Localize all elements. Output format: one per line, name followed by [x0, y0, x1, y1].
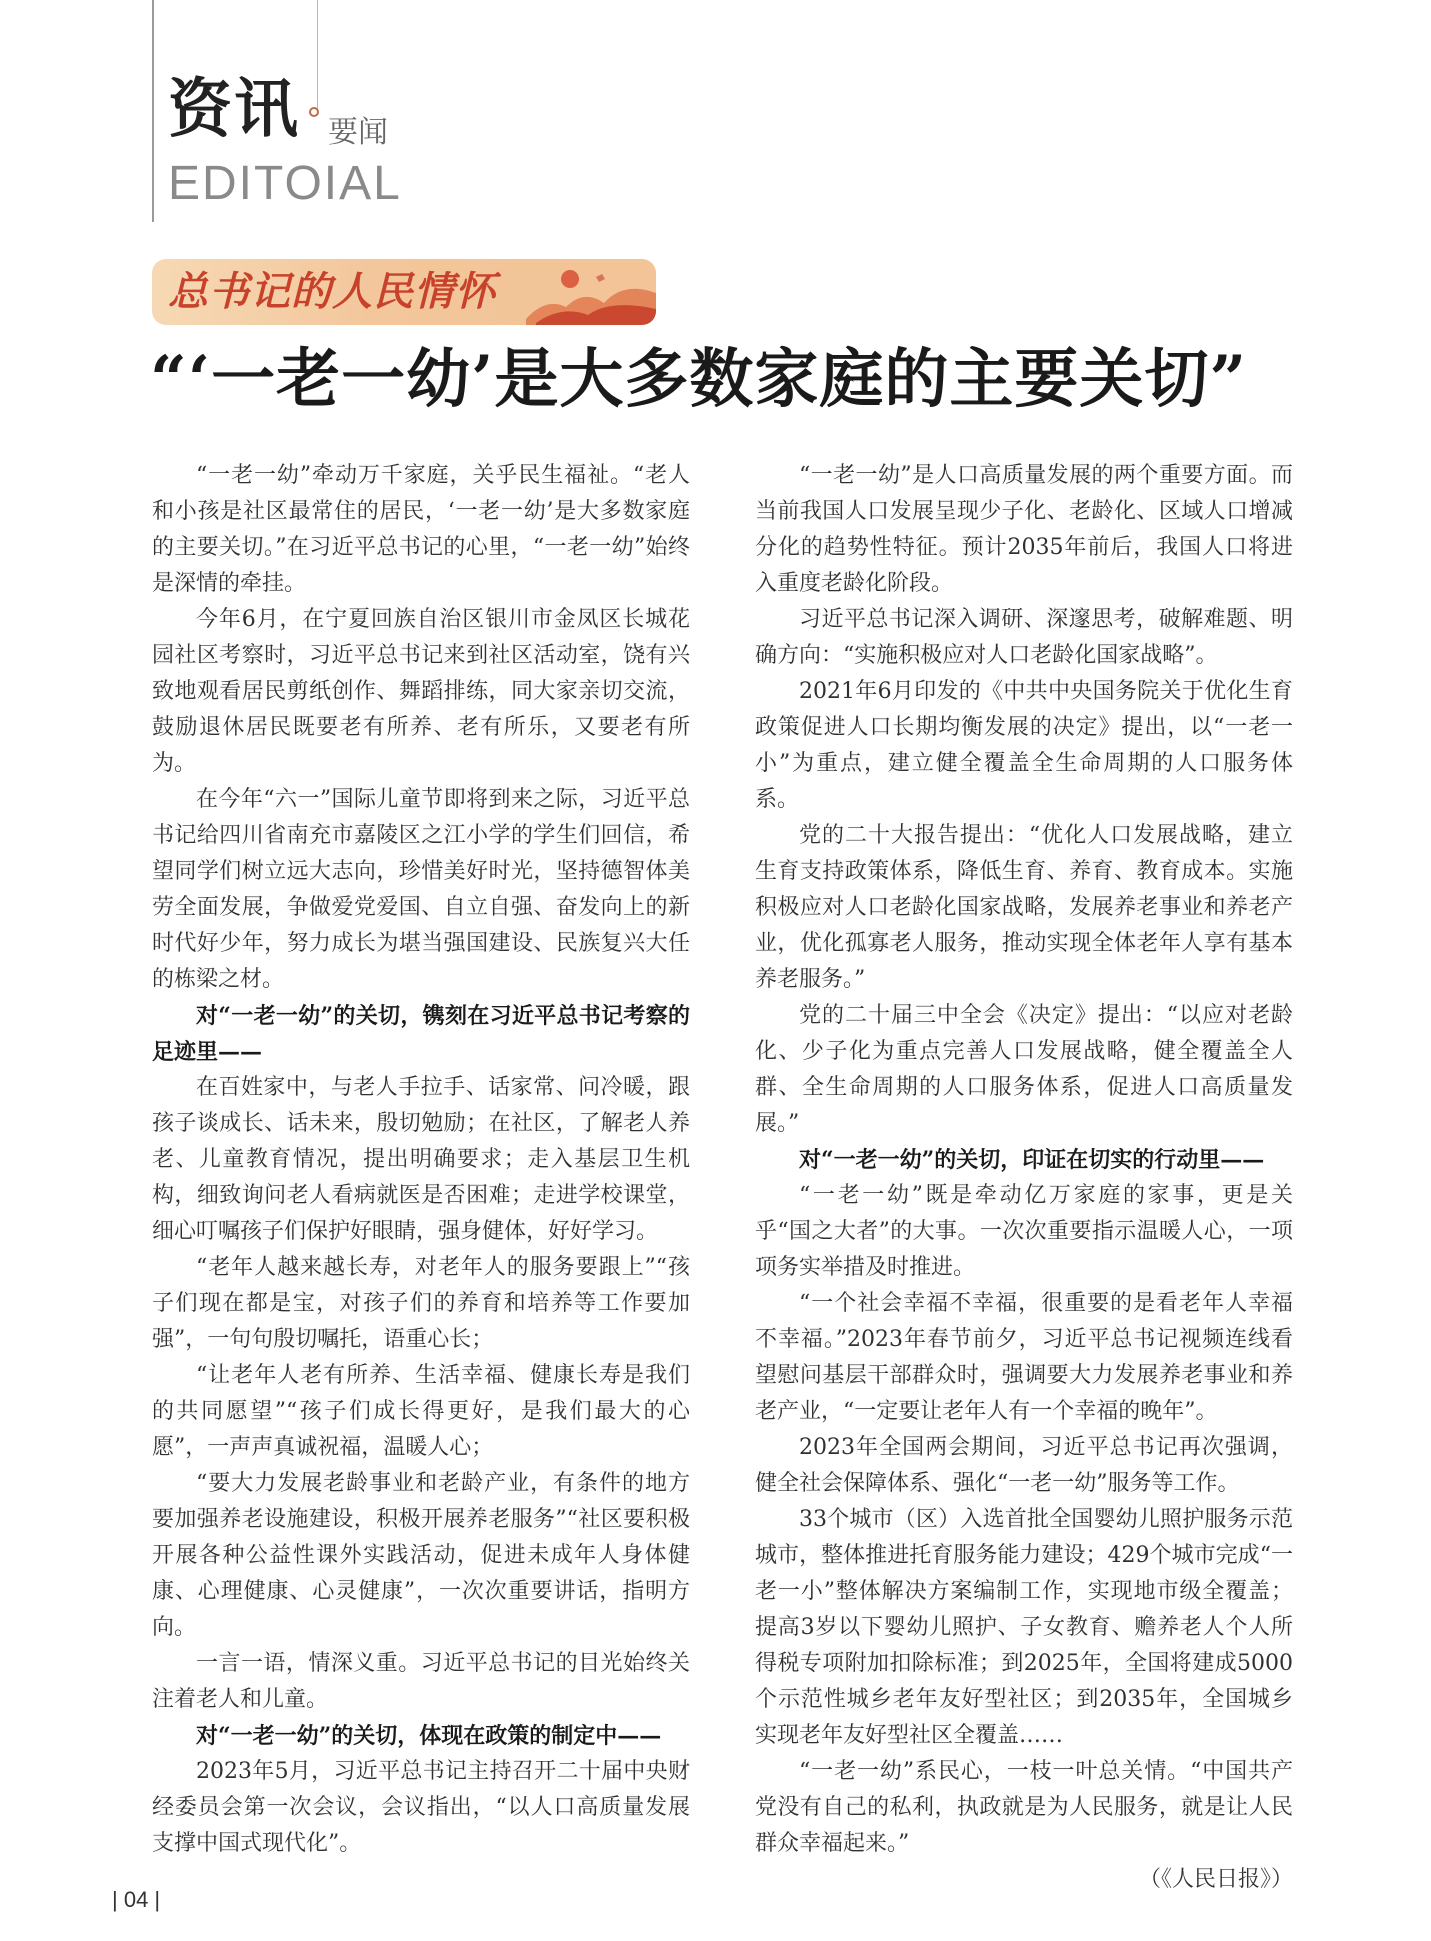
article-headline: “‘一老一幼’是大多数家庭的主要关切”	[150, 342, 1248, 417]
body-paragraph: “一老一幼”既是牵动亿万家庭的家事，更是关乎“国之大者”的大事。一次次重要指示温暖人心，一项项务实举措及时推进。	[755, 1183, 1293, 1280]
header-right-rule	[317, 0, 318, 112]
body-paragraph: “老年人越来越长寿，对老年人的服务要跟上”“孩子们现在都是宝，对孩子们的养育和培养等工作要加强”，一句句殷切嘱托，语重心长；	[152, 1255, 690, 1352]
body-paragraph: 党的二十大报告提出：“优化人口发展战略，建立生育支持政策体系，降低生育、养育、教育成本。实施积极应对人口老龄化国家战略，发展养老事业和养老产业，优化孤寡老人服务，推动实现全体老年人享有基本养老服务。”	[755, 823, 1293, 992]
section-english-title: EDITOIAL	[168, 157, 402, 210]
page-number: | 04 |	[112, 1887, 161, 1912]
body-paragraph: “要大力发展老龄事业和老龄产业，有条件的地方要加强养老设施建设，积极开展养老服务”“社区要积极开展各种公益性课外实践活动，促进未成年人身体健康、心理健康、心灵健康”，一次次重要讲话，指明方向。	[152, 1471, 690, 1640]
body-paragraph: 党的二十届三中全会《决定》提出：“以应对老龄化、少子化为重点完善人口发展战略，健全覆盖全人群、全生命周期的人口服务体系，促进人口高质量发展。”	[755, 1003, 1293, 1136]
header-dot-ornament	[309, 107, 319, 117]
body-paragraph: 在今年“六一”国际儿童节即将到来之际，习近平总书记给四川省南充市嘉陵区之江小学的学生们回信，希望同学们树立远大志向，珍惜美好时光，坚持德智体美劳全面发展，争做爱党爱国、自立自强、奋发向上的新时代好少年，努力成长为堪当强国建设、民族复兴大任的栋梁之材。	[152, 787, 690, 992]
body-paragraph: 2021年6月印发的《中共中央国务院关于优化生育政策促进人口长期均衡发展的决定》提出，以“一老一小”为重点，建立健全覆盖全生命周期的人口服务体系。	[755, 679, 1293, 812]
source-credit: （《人民日报》）	[1138, 1867, 1293, 1892]
body-paragraph: 2023年5月，习近平总书记主持召开二十届中央财经委员会第一次会议，会议指出，“以人口高质量发展支撑中国式现代化”。	[152, 1759, 690, 1856]
article-column-right	[755, 458, 1293, 1898]
section-subheading: 对“一老一幼”的关切，印证在切实的行动里——	[799, 1147, 1265, 1173]
body-paragraph: “让老年人老有所养、生活幸福、健康长寿是我们的共同愿望”“孩子们成长得更好，是我们最大的心愿”，一声声真诚祝福，温暖人心；	[152, 1363, 690, 1460]
banner-landscape-ornament	[526, 259, 656, 325]
article-column-left	[152, 458, 690, 1862]
section-subheading: 对“一老一幼”的关切，体现在政策的制定中——	[196, 1723, 662, 1749]
column-banner	[152, 259, 656, 325]
body-paragraph: 2023年全国两会期间，习近平总书记再次强调，健全社会保障体系、强化“一老一幼”服务等工作。	[755, 1435, 1293, 1496]
section-subtitle: 要闻	[328, 116, 388, 149]
header-left-rule	[152, 0, 154, 222]
section-subheading: 对“一老一幼”的关切，镌刻在习近平总书记考察的足迹里——	[152, 1003, 690, 1065]
body-paragraph: 在百姓家中，与老人手拉手、话家常、问冷暖，跟孩子谈成长、话未来，殷切勉励；在社区，了解老人养老、儿童教育情况，提出明确要求；走入基层卫生机构，细致询问老人看病就医是否困难；走进学校课堂，细心叮嘱孩子们保护好眼睛，强身健体，好好学习。	[152, 1075, 690, 1244]
body-paragraph: 33个城市（区）入选首批全国婴幼儿照护服务示范城市，整体推进托育服务能力建设；429个城市完成“一老一小”整体解决方案编制工作，实现地市级全覆盖；提高3岁以下婴幼儿照护、子女教育、赡养老人个人所得税专项附加扣除标准；到2025年，全国将建成5000个示范性城乡老年友好型社区；到2035年，全国城乡实现老年友好型社区全覆盖……	[755, 1507, 1293, 1748]
body-paragraph: “一个社会幸福不幸福，很重要的是看老年人幸福不幸福。”2023年春节前夕，习近平总书记视频连线看望慰问基层干部群众时，强调要大力发展养老事业和养老产业，“一定要让老年人有一个幸福的晚年”。	[755, 1291, 1293, 1424]
body-paragraph: “一老一幼”牵动万千家庭，关乎民生福祉。“老人和小孩是社区最常住的居民，‘一老一幼’是大多数家庭的主要关切。”在习近平总书记的心里，“一老一幼”始终是深情的牵挂。	[152, 463, 690, 596]
body-paragraph: “一老一幼”是人口高质量发展的两个重要方面。而当前我国人口发展呈现少子化、老龄化、区域人口增减分化的趋势性特征。预计2035年前后，我国人口将进入重度老龄化阶段。	[755, 463, 1293, 596]
body-paragraph: 习近平总书记深入调研、深邃思考，破解难题、明确方向：“实施积极应对人口老龄化国家战略”。	[755, 607, 1293, 668]
column-banner-text: 总书记的人民情怀	[168, 268, 496, 315]
body-paragraph: 今年6月，在宁夏回族自治区银川市金凤区长城花园社区考察时，习近平总书记来到社区活动室，饶有兴致地观看居民剪纸创作、舞蹈排练，同大家亲切交流，鼓励退休居民既要老有所养、老有所乐，又要老有所为。	[152, 607, 690, 776]
section-title: 资讯	[168, 72, 300, 147]
body-paragraph: “一老一幼”系民心，一枝一叶总关情。“中国共产党没有自己的私利，执政就是为人民服务，就是让人民群众幸福起来。”	[755, 1759, 1293, 1856]
body-paragraph: 一言一语，情深义重。习近平总书记的目光始终关注着老人和儿童。	[152, 1651, 690, 1712]
